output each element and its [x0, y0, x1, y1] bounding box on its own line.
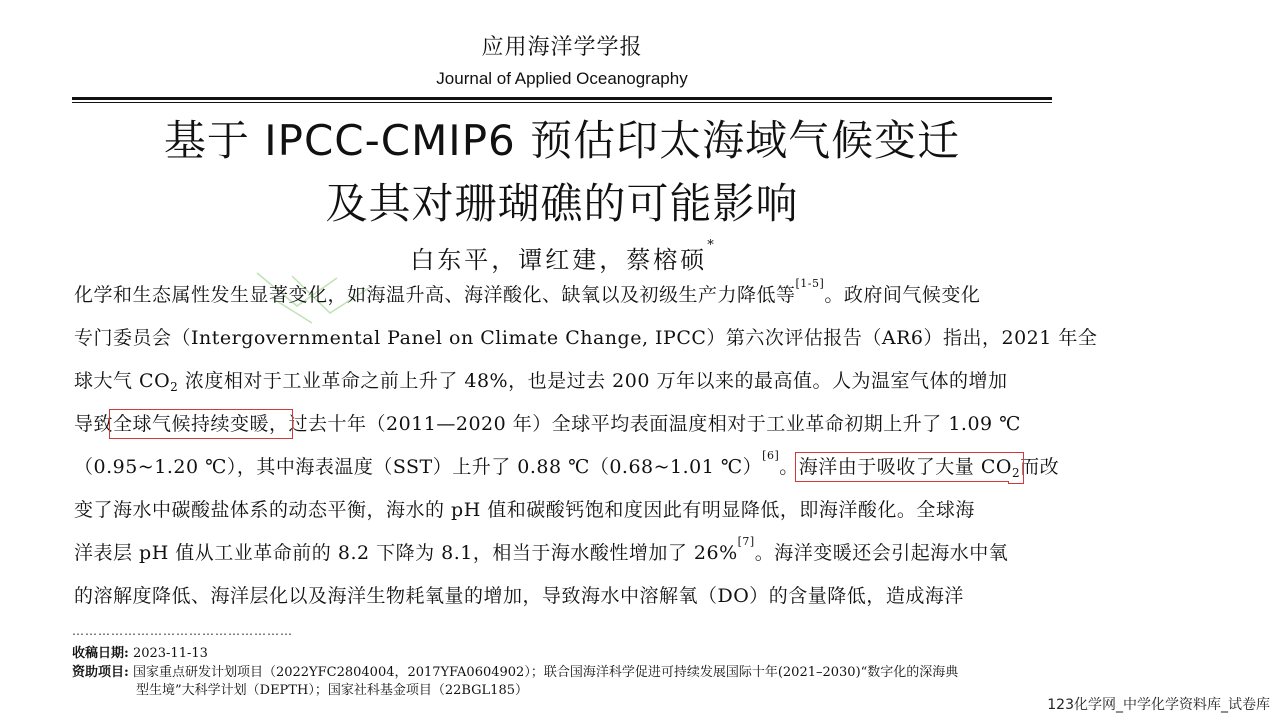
body-line-4: 导致全球气候持续变暖，过去十年（2011—2020 年）全球平均表面温度相对于工业革命初期上升了 1.09 ℃	[74, 413, 1021, 435]
highlight-box-co2: 海洋由于吸收了大量 $CO_2$	[798, 456, 1021, 480]
footer-site-label: 123化学网_中学化学资料库_试卷库	[1047, 697, 1270, 713]
author-names: 白东平，谭红建，蔡榕硕	[410, 246, 708, 274]
journal-title-en: Journal of Applied Oceanography	[436, 69, 688, 88]
body-line-2: 专门委员会（Intergovernmental Panel on Climate Change, IPCC）第六次评估报告（AR6）指出，2021 年全	[74, 327, 1098, 349]
citation-ref: [6]	[762, 449, 780, 462]
body-line-7: 洋表层 pH 值从工业革命前的 8.2 下降为 8.1，相当于海水酸性增加了 26%[7]。海洋变暖还会引起海水中氧	[74, 535, 1009, 564]
article-title-line2: 及其对珊瑚礁的可能影响	[325, 179, 799, 228]
body-line-5: （0.95~1.20 ℃），其中海表温度（SST）上升了 0.88 ℃（0.68~1.01 ℃）[6]。海洋由于吸收了大量 $CO_2$而改	[74, 449, 1060, 480]
highlight-box-warming: 全球气候持续变暖，	[113, 413, 289, 435]
citation-ref: [1-5]	[795, 277, 825, 290]
body-line-6: 变了海水中碳酸盐体系的动态平衡，海水的 pH 值和碳酸钙饱和度因此有明显降低，即海洋酸化。全球海	[74, 499, 975, 521]
footnote-funding-cont: 型生境”大科学计划（DEPTH）；国家社科基金项目（22BGL185）	[136, 683, 528, 698]
footnote-received: 收稿日期: 2023-11-13	[72, 646, 208, 661]
header-rule-thin	[72, 102, 1052, 103]
footnote-separator: ……………………………………………	[72, 624, 293, 638]
body-line-1: 化学和生态属性发生显著变化，如海温升高、海洋酸化、缺氧以及初级生产力降低等[1-5]。政府间气候变化	[74, 277, 981, 306]
journal-title-cn: 应用海洋学学报	[481, 35, 643, 60]
body-line-8: 的溶解度降低、海洋层化以及海洋生物耗氧量的增加，导致海水中溶解氧（DO）的含量降低，造成海洋	[74, 585, 964, 607]
footnote-funding: 资助项目: 国家重点研发计划项目（2022YFC2804004，2017YFA0604902）；联合国海洋科学促进可持续发展国际十年(2021–2030)“数字化的深海典	[72, 665, 959, 680]
body-line-3: 球大气 $CO_2$ 浓度相对于工业革命之前上升了 48%，也是过去 200 万年以来的最高值。人为温室气体的增加	[74, 370, 1008, 394]
header-rule-thick	[72, 97, 1052, 100]
article-title-line1: 基于 IPCC-CMIP6 预估印太海域气候变迁	[163, 116, 961, 165]
corresponding-author-mark: *	[707, 238, 714, 253]
author-list	[0, 240, 1124, 275]
citation-ref: [7]	[737, 535, 755, 548]
